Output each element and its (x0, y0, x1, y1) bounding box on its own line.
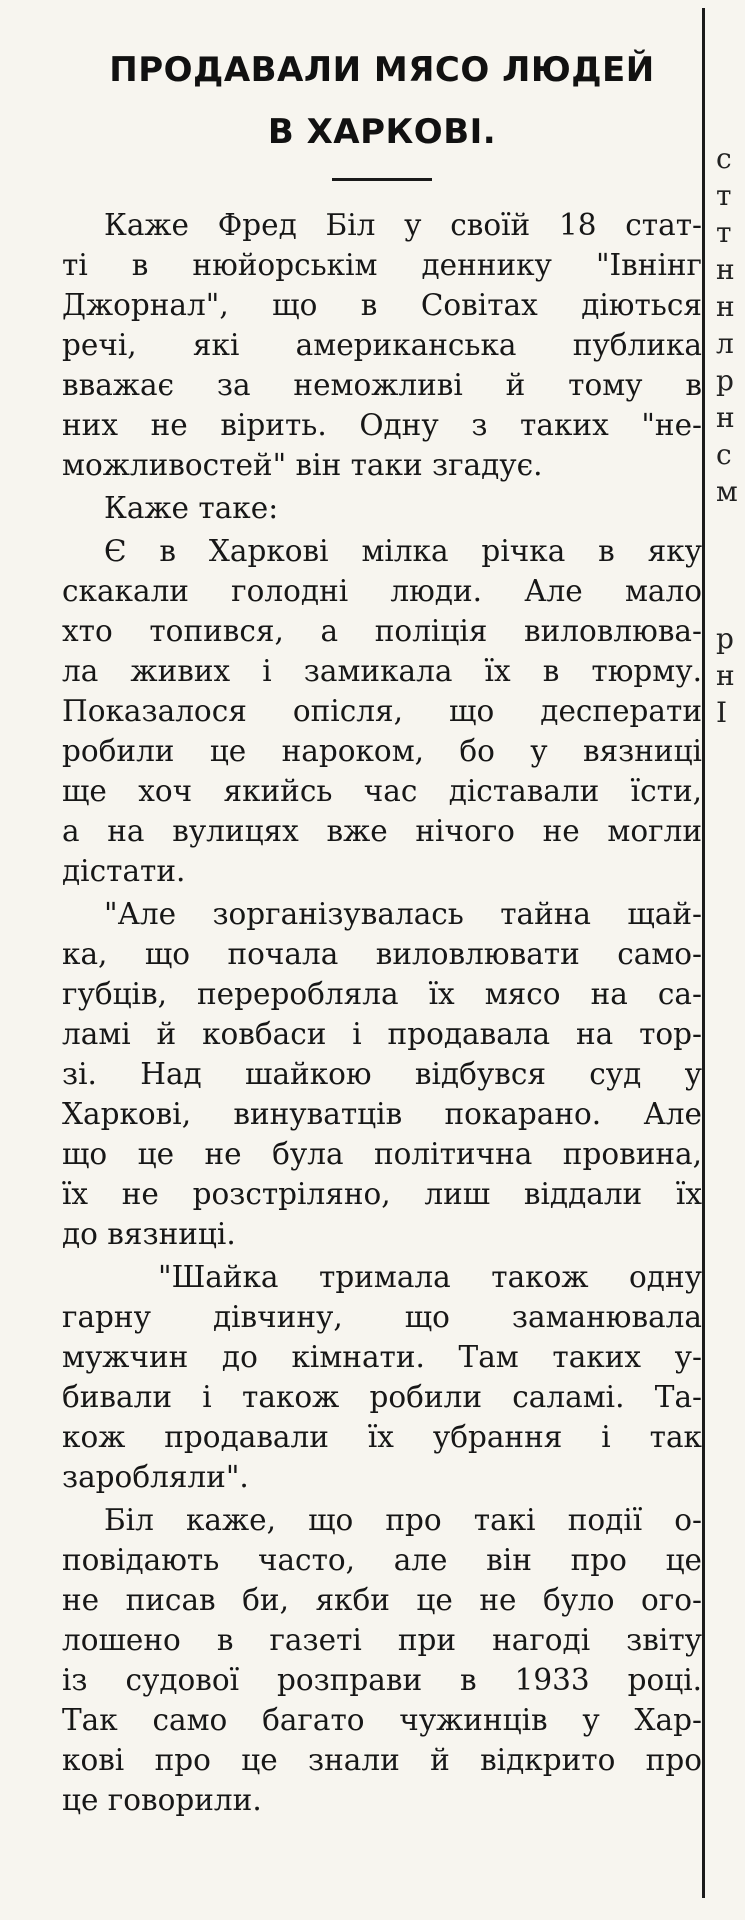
text-line: робили це нароком, бо у вязниці (62, 734, 702, 768)
text-line: можливостей" він таки згадує. (62, 448, 543, 482)
neighbor-letter: т (716, 216, 732, 249)
article-body (62, 205, 702, 1820)
text-line: скакали голодні люди. Але мало (62, 574, 702, 608)
text-line: Харкові, винуватців покарано. Але (62, 1097, 702, 1131)
text-line: Є в Харкові мілка річка в яку (104, 534, 702, 568)
text-line: що це не була політична провина, (62, 1137, 702, 1171)
paragraph-5 (62, 1257, 702, 1497)
paragraph-3 (62, 531, 702, 891)
text-line: кож продавали їх убрання і так (62, 1420, 702, 1454)
neighbor-letter: н (716, 401, 735, 434)
text-line: ла живих і замикала їх в тюрму. (62, 654, 702, 688)
text-line: лошено в газеті при нагоді звіту (62, 1623, 702, 1657)
text-line: це говорили. (62, 1783, 262, 1817)
text-line: губців, переробляла їх мясо на са- (62, 977, 702, 1011)
text-line: Так само багато чужинців у Хар- (62, 1703, 702, 1737)
paragraph-1 (62, 205, 702, 485)
text-line: гарну дівчину, що заманювала (62, 1300, 702, 1334)
headline-rule (332, 178, 432, 181)
paragraph-4 (62, 894, 702, 1254)
text-line: вважає за неможливі й тому в (62, 368, 702, 402)
text-line: а на вулицях вже нічого не могли (62, 814, 702, 848)
text-line: Джорнал", що в Совітах діються (62, 288, 702, 322)
neighbor-letter: м (716, 475, 738, 508)
text-line: Каже Фред Біл у своїй 18 стат- (104, 208, 702, 242)
text-line: Каже таке: (104, 491, 279, 525)
text-line: їх не розстріляно, лиш віддали їх (62, 1177, 702, 1211)
text-line: речі, які американська публика (62, 328, 702, 362)
text-line: Показалося опісля, що десперати (62, 694, 702, 728)
neighbor-letter: І (716, 696, 728, 729)
text-line: мужчин до кімнати. Там таких у- (62, 1340, 702, 1374)
text-line: повідають часто, але він про це (62, 1543, 702, 1577)
text-line: ті в нюйорськім деннику "Івнінг (62, 248, 702, 282)
neighbor-letter: т (716, 179, 732, 212)
headline-line-1: ПРОДАВАЛИ МЯСО ЛЮДЕЙ (109, 50, 655, 90)
text-line: ламі й ковбаси і продавала на тор- (62, 1017, 702, 1051)
text-line: Біл каже, що про такі події о- (104, 1503, 702, 1537)
text-line: із судової розправи в 1933 році. (62, 1663, 702, 1697)
headline-line-2: В ХАРКОВІ. (267, 112, 497, 152)
text-line: кові про це знали й відкрито про (62, 1743, 702, 1777)
neighbor-letter: н (716, 290, 735, 323)
paragraph-2 (62, 488, 702, 528)
text-line: заробляли". (62, 1460, 249, 1494)
text-line: "Але зорганізувалась тайна щай- (104, 897, 702, 931)
paragraph-6 (62, 1500, 702, 1820)
text-line: хто топився, а поліція виловлюва- (62, 614, 702, 648)
text-line: зі. Над шайкою відбувся суд у (62, 1057, 702, 1091)
text-line: "Шайка тримала також одну (158, 1260, 702, 1294)
text-line: дістати. (62, 854, 186, 888)
neighbor-letter: с (716, 438, 732, 471)
text-line: ще хоч якийсь час діставали їсти, (62, 774, 702, 808)
neighbor-letter: р (716, 364, 734, 397)
neighbor-letter: с (716, 142, 732, 175)
text-line: бивали і також робили саламі. Та- (62, 1380, 702, 1414)
neighbor-letter: р (716, 622, 734, 655)
neighbor-letter: л (716, 327, 734, 360)
text-line: ка, що почала виловлювати само- (62, 937, 702, 971)
article (62, 40, 702, 1823)
text-line: них не вірить. Одну з таких "не- (62, 408, 702, 442)
text-line: не писав би, якби це не було ого- (62, 1583, 702, 1617)
column-divider-rule (702, 8, 705, 1898)
neighbor-column-fragment (716, 140, 742, 731)
neighbor-letter: н (716, 659, 735, 692)
text-line: до вязниці. (62, 1217, 236, 1251)
neighbor-letter: н (716, 253, 735, 286)
